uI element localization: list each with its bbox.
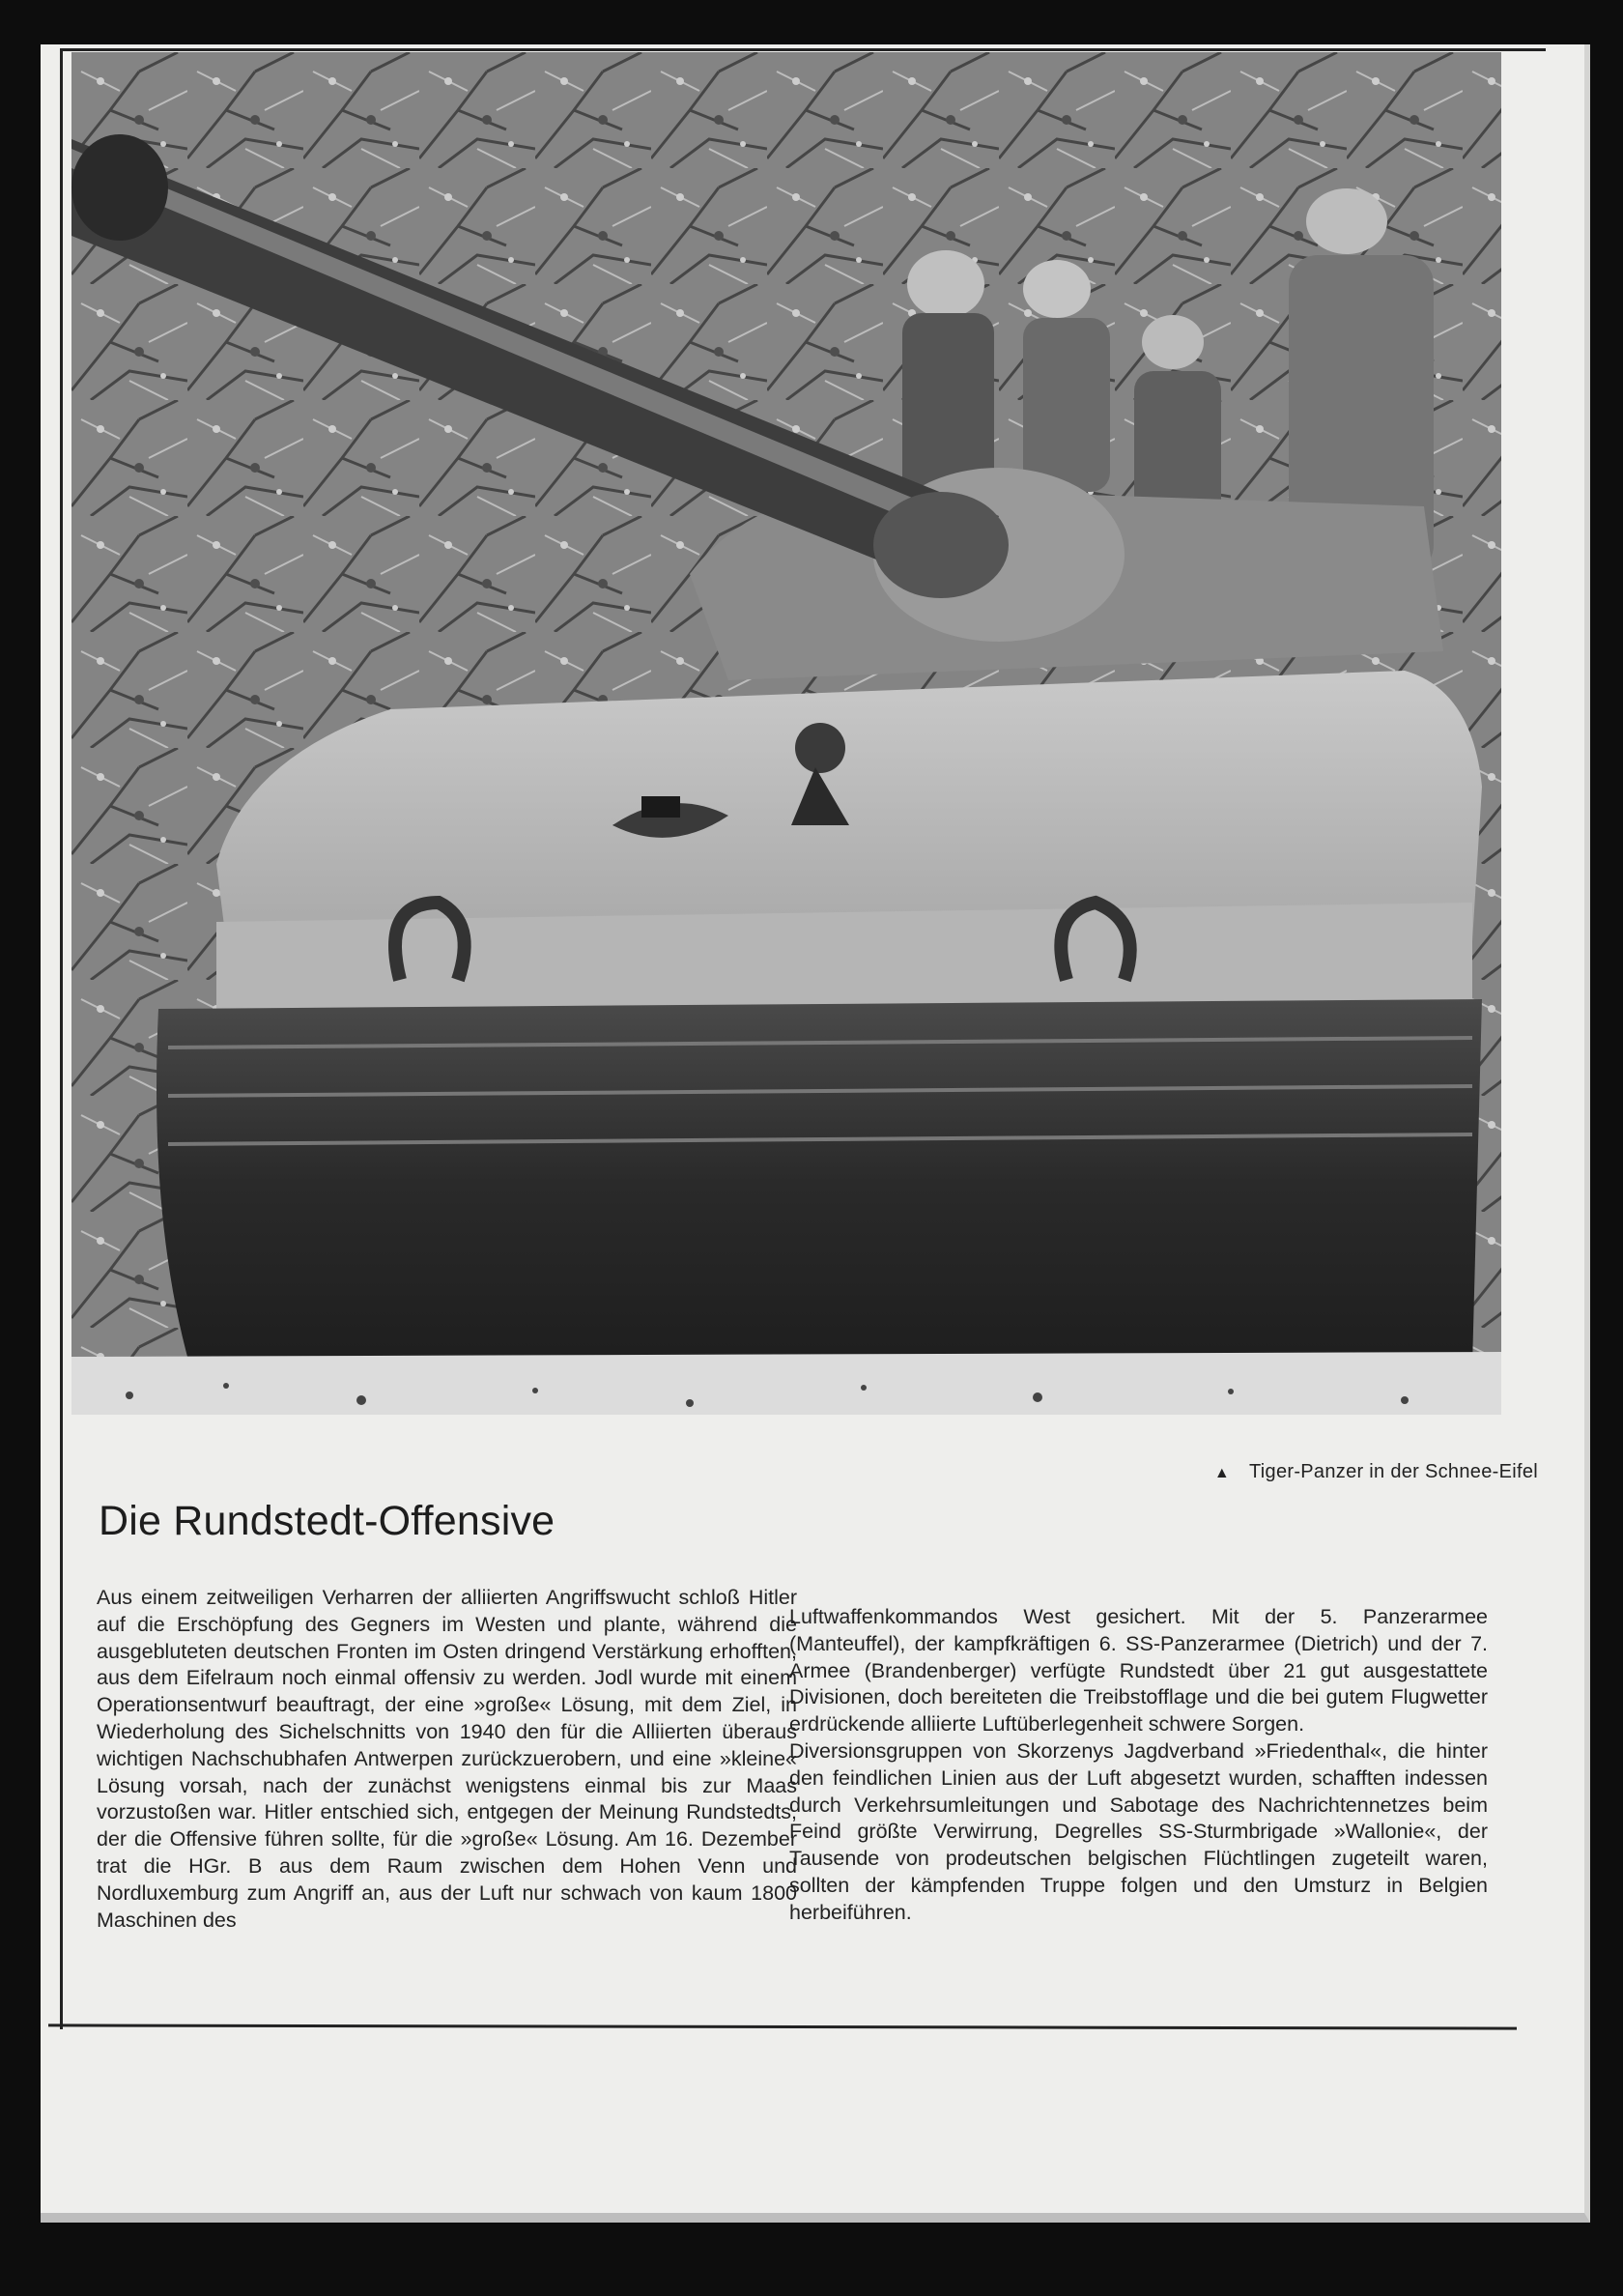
triangle-up-icon: ▲	[1213, 1465, 1230, 1481]
frame-line-top	[60, 48, 1546, 51]
article-column-right	[789, 1604, 1488, 1927]
right-column-paragraph-1: Luftwaffenkommandos West gesichert. Mit der 5. Panzerarmee (Manteuffel), der kampfkräftigen 6. SS-Panzerarmee (Dietrich) und der 7. Armee (Brandenberger) verfügte Rundstedt über 21 gut ausgestattete Divisionen, doch bereiteten die Treibstofflage und die bei gutem Flugwetter erdrückende alliierte Luftüberlegenheit schwere Sorgen.	[789, 1605, 1488, 1736]
frame-line-left	[60, 48, 63, 2029]
left-column-text: Aus einem zeitweiligen Verharren der alliierten Angriffswucht schloß Hitler auf die Erschöpfung des Gegners im Westen und plante, während die ausgebluteten deutschen Fronten im Osten dringend Verstärkung erhofften, aus dem Eifelraum noch einmal offensiv zu werden. Jodl wurde mit einem Operationsentwurf beauftragt, der eine »große« Lösung, mit dem Ziel, in Wiederholung des Sichelschnitts von 1940 den für die Alliierten überaus wichtigen Nachschubhafen Antwerpen zurückzuerobern, und eine »kleine« Lösung vorsah, nach der zunächst wenigstens einmal bis zur Maas vorzustoßen war. Hitler entschied sich, entgegen der Meinung Rundstedts, der die Offensive führen sollte, für die »große« Lösung. Am 16. Dezember trat die HGr. B aus dem Raum zwischen dem Hohen Venn und Nordluxemburg zum Angriff an, aus der Luft nur schwach von kaum 1800 Maschinen des	[97, 1586, 797, 1932]
caption-text: Tiger-Panzer in der Schnee-Eifel	[1249, 1461, 1538, 1482]
article-column-left	[97, 1585, 797, 1934]
article-title: Die Rundstedt-Offensive	[99, 1498, 555, 1544]
right-column-paragraph-2: Diversionsgruppen von Skorzenys Jagdverband »Friedenthal«, die hinter den feindlichen Linien aus der Luft abgesetzt wurden, schafften indessen durch Verkehrsumleitungen und Sabotage des Nachrichtennetzes beim Feind größte Verwirrung, Degrelles SS-Sturmbrigade »Wallonie«, der Tausende von prodeutschen belgischen Flüchtlingen zugeteilt waren, sollten der kämpfenden Truppe folgen und den Umsturz in Belgien herbeiführen.	[789, 1738, 1488, 1924]
photo-caption	[1214, 1461, 1538, 1483]
tank-photo	[71, 52, 1501, 1415]
